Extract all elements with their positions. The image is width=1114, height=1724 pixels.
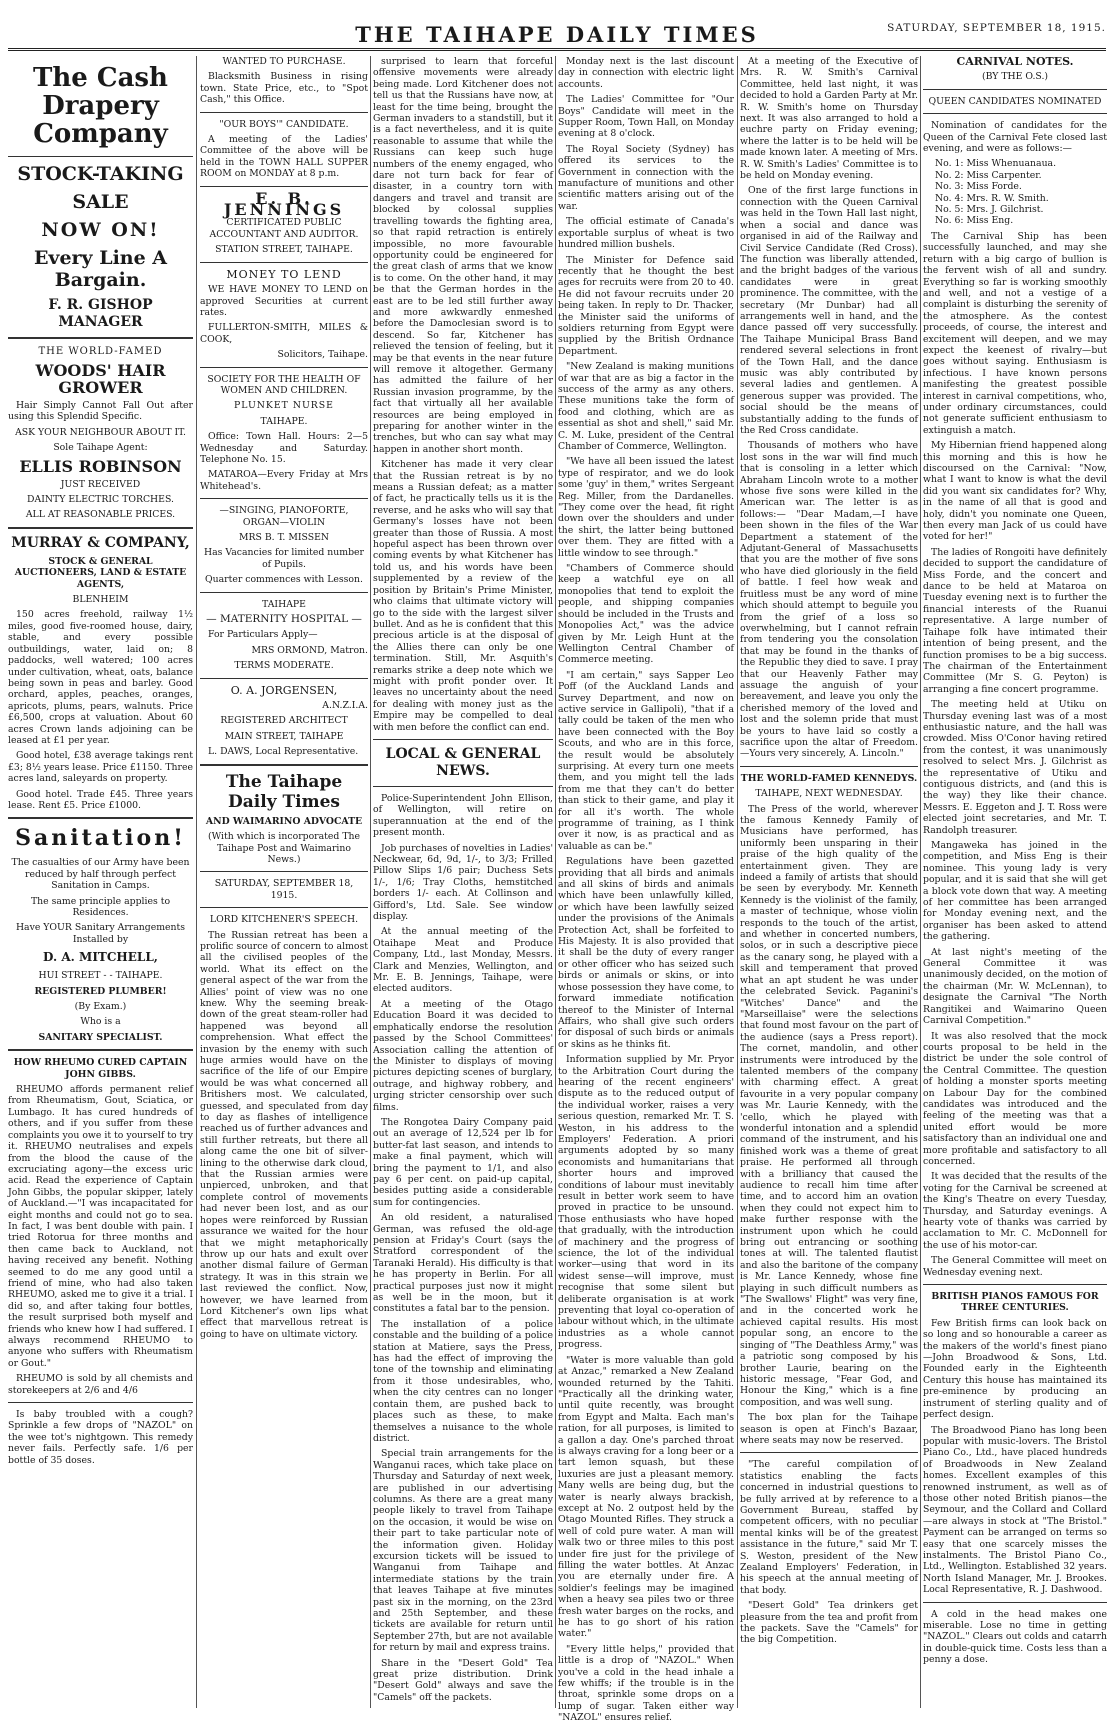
electric-torches: DAINTY ELECTRIC TORCHES. — [27, 494, 174, 506]
divider — [200, 678, 368, 679]
jorgensen-quals: A.N.Z.I.A. — [322, 700, 368, 712]
money-title: MONEY TO LEND — [226, 267, 342, 281]
plunket-mataroa: MATAROA—Every Friday at Mrs Whitehead's. — [200, 469, 368, 492]
terms-moderate: TERMS MODERATE. — [234, 660, 334, 672]
divider — [923, 113, 1107, 114]
news-item: The meeting held at Utiku on Thursday evening last was of a most enthusiastic nature, and the hall was crowded. Miss O'Conor having retired from the contest, it was unanimously resolved to select Mrs. J. Gilchrist as the representative of Utiku and contiguous districts, and (and this is the way) they like their chance. Messrs. E. Eggeton and J. T. Ross were elected joint secretaries, and Mr. T. Randolph treasurer. — [923, 699, 1107, 836]
column-divider — [920, 56, 921, 1708]
news-item: The installation of a police constable and the building of a police station at Matiere, says the Press, has had the effect of improving the tone of the township and eliminating from it those undesirables, who, when the city centres can no longer contain them, are pushed back to places such as these, to make themselves a nuisance to the whole district. — [373, 1318, 553, 1444]
sanitation-text-1: The casualties of our Army have been reduced by half through perfect Sanitation in Camps. — [11, 857, 190, 892]
woods-hair-grower-title: WOODS' HAIR GROWER — [35, 361, 166, 397]
news-item: Information supplied by Mr. Pryor to the Arbitration Court during the hearing of the recent engineers' dispute as to the reduced output of the individual worker, raises a very serious question, remarked Mr. T. S. Weston, in his address to the Employers' Federation. A priori arguments adopted by so many economists and humanitarians that shorter hours and improved conditions of labour must inevitably result in better work seem to have proved in practice to be unsound. Those enthusiasts who have hoped that gradually, with the introduction of machinery and the progress of science, the lot of the individual worker—using that word in its widest sense—will improve, must recognise that some silent but deliberate organisation is at work preventing that loyal co-operation of labour without which, in the ultimate industries as a whole cannot progress. — [558, 1054, 734, 1351]
news-item: "New Zealand is making munitions of war that are as big a factor in the success of the army as any others. These munitions take the form of food and clothing, which are as essential as shot and shell," said Mr. C. M. Luke, president of the Central Chamber of Commerce, Wellington. — [558, 361, 734, 452]
murray-listing-1: 150 acres freehold, railway 1½ miles, good five-roomed house, dairy, stable, and every possible outbuildings, water, laid on; 8 paddocks, well watered; 100 acres under cultivation, wheat, oats, balance being sown in peas and barley. Good orchard, apples, peaches, oranges, apricots, plums, pears, walnuts. Price £6,500, crops at valuation. About 60 acres Crown lands adjoining can be leased at £1 per year. — [8, 609, 193, 746]
kitchener-speech-text: The Russian retreat has been a prolific source of concern to almost all the civilised peoples of the world. What its effect on the general aspect of the war from the Allies' point of view was no one knew. Why the seeming break-down of the great steam-roller had happened was beyond all comprehension. What effect the invasion by the enemy with such huge armies would have on the sacrifice of the life of our Empire would be was what concerned all Britishers most. We calculated, guessed, and speculated from day to day as flashes of intelligence reached us of further advances and still further retreats, but there all along came the one bit of silver-lining to the otherwise dark cloud, that the Russian armies were unpierced, unbroken, and that complete control of movements had never been lost, and as our hopes were reinforced by Russian assurance we waited for the hour that we might metaphorically throw up our hats and exult over another dismal failure of German strategy. It was in this strain we last reviewed the conflict. Now, however, we have learned from Lord Kitchener's own lips what effect that marvellous retreat is going to have on ultimate victory. — [200, 929, 368, 1340]
plunket-town: TAIHAPE. — [260, 415, 308, 427]
news-item: The Press of the world, wherever the famous Kennedy Family of Musicians have performed, has uniformly been unsparing in their praise of the high quality of the entertainment given. They are indeed a family of artists that should be seen by everybody. Mr. Kenneth Kennedy is the violinist of the family, a master of technique, whose violin responds to the touch of the artist, and whether in concerted numbers, solos, or in such a descriptive piece as the canary song, he played with a skill and temperament that proved what an apt student he was under the celebrated Sevick. Paganini's "Witches' Dance" and the "Marseillaise" were the selections that found most favour on the part of the audience (says a Press report). The cornet, mandolin, and other instruments were introduced by the talented members of the company with charming effect. A great favourite in a very popular company was Mr. Laurie Kennedy, with the 'cello, which he played with wonderful intonation and a splendid command of the instrument, and his finished work was a theme of great praise. He performed all through with a brilliancy that caused the audience to recall him time after time, and to accord him an ovation when they could not expect him to make further response with the instrument upon which he could bring out entrancing or soothing tones at will. The talented flautist and also the baritone of the company is Mr. Lance Kennedy, whose fine playing in such difficult numbers as "The Swallows' Flight" was very fine, and in the concerted work he achieved capital results. His most popular song, an encore to the singing of "The Deathless Army," was a patriotic song composed by his brother Laurie, bearing on the historic message, "Fear God, and Honour the King," which is a fine composition, and was well sung. — [740, 803, 918, 1408]
woods-pre: THE WORLD-FAMED — [38, 346, 163, 357]
british-pianos-title: BRITISH PIANOS FAMOUS FOR THREE CENTURIES. — [931, 1291, 1099, 1314]
kitchener-speech-title: LORD KITCHENER'S SPEECH. — [209, 914, 359, 926]
masthead-rule — [8, 48, 1106, 51]
newspaper-title: THE TAIHAPE DAILY TIMES — [355, 22, 759, 47]
divider — [923, 89, 1107, 90]
divider — [8, 1402, 193, 1403]
rheumo-testimonial: RHEUMO affords permanent relief from Rheumatism, Gout, Sciatica, or Lumbago. It has cured hundreds of others, and if you suffer from these complaints you owe it to yourself to try it. RHEUMO neutralises and expels from the blood the cause of the excruciating agony—the excess uric acid. Read the experience of Captain John Gibbs, the popular skipper, lately of Auckland.—"I was incapacitated for eight months and could not go to sea. In fact, I was bent double with pain. I tried Rotorua for three months and then came back to Auckland, not having received any benefit. Nothing seemed to do me any good until a friend of mine, who had also taken RHEUMO, asked me to give it a trial. I did so, and after taking four bottles, the result surprised both myself and friends who knew how I had suffered. I always recommend RHEUMO to anyone who suffers with Rheumatism or Gout." — [8, 1084, 193, 1369]
news-item: The General Committee will meet on Wednesday evening next. — [923, 1255, 1107, 1278]
divider — [8, 527, 193, 529]
news-item: "I am certain," says Sapper Leo Poff (of the Auckland Lands and Survey Department, and now on active service in Gallipoli), "that if a tally could be taken of the men who have been connected with the Boy Scouts, and who are in this force, the result would be absolutely surprising. At every turn one meets them, and you might tell the lads from me that they can't do better than stick to their game, and play it for all it's worth. The whole programme of training, as I think over it now, is as practical and as valuable as can be." — [558, 669, 734, 852]
news-item: "The careful compilation of statistics enabling the facts concerned in industrial questions to be fully arrived at by reference to a Government Bureau, staffed by competent officers, with no peculiar mental kinks will be of the greatest assistance in the future," said Mr T. S. Weston, president of the New Zealand Employers' Federation, in his speech at the annual meeting of that body. — [740, 1459, 918, 1596]
mitchell-name: D. A. MITCHELL, — [43, 950, 158, 965]
cash-drapery-name: The Cash Drapery Company — [33, 63, 168, 149]
news-item: The Ladies' Committee for "Our Boys" Candidate will meet in the Supper Room, Town Hall, on Monday evening at 8 o'clock. — [558, 94, 734, 140]
news-item: An old resident, a naturalised German, was refused the old-age pension at Friday's Court (says the Stratford correspondent of the Taranaki Herald). His difficulty is that he has property in Berlin. For all practical purposes just now it might as well be in the moon, but it constitutes a fatal bar to the pension. — [373, 1212, 553, 1315]
sale-heading: SALE — [72, 191, 129, 213]
by-exam: (By Exam.) — [74, 1001, 127, 1013]
column-2 — [200, 56, 368, 1708]
divider — [8, 817, 193, 819]
divider — [740, 766, 918, 767]
news-item: Mangaweka has joined in the competition, and Miss Eng is their nominee. This young lady is very popular, and it is said that she will get a block vote down that way. A meeting of her committee has been arranged for Monday evening next, and the organiser has been asked to attend the gathering. — [923, 840, 1107, 943]
news-item: The Broadwood Piano has long been popular with music-lovers. The Bristol Piano Co., Ltd., have placed hundreds of Broadwoods in New Zealand homes. Excellent examples of this renowned instrument, as well as of those other noted British pianos—the Seymour, and the Collard and Collard—are always in stock at "The Bristol." Payment can be arranged on terms so easy that one scarcely misses the instalments. The Bristol Piano Co., Ltd., Wellington. Established 32 years. North Island Manager, Mr. J. Brookes. Local Representative, R. J. Dashwood. — [923, 1424, 1107, 1596]
reasonable-prices: ALL AT REASONABLE PRICES. — [25, 509, 176, 521]
news-item: The ladies of Rongoiti have definitely decided to support the candidature of Miss Forde, and the concert and dance to be held at Mataroa on Tuesday evening next is to further the financial interests of the Ruanui representative. A large number of Taihape folk have intimated their intention of being present, and the function promises to be a big success. The chairman of the Entertainment Committee (Mr S. G. Peyton) is arranging a fine concert programme. — [923, 546, 1107, 695]
list-item: No. 2: Miss Carpenter. — [935, 169, 1042, 181]
news-item: Special train arrangements for the Wanganui races, which take place on Thursday and Saturday of next week, are published in our advertising columns. As there are a great many people likely to travel from Taihape on the occasion, it would be wise on their part to take particular note of the information given. Holiday excursion tickets will be issued to Wanganui from Taihape and intermediate stations by the train that leaves Taihape at five minutes past six in the morning, on the 23rd and 25th September, and these tickets are available for return until September 27th, but are not available for return by mail and express trains. — [373, 1448, 553, 1654]
issue-date: SATURDAY, SEPTEMBER 18, 1915. — [887, 22, 1106, 34]
murray-title: MURRAY & COMPANY, — [11, 534, 190, 551]
local-general-news-title: LOCAL & GENERAL NEWS. — [385, 745, 541, 779]
list-item: No. 6: Miss Eng. — [935, 215, 1014, 227]
kennedys-title: THE WORLD-FAMED KENNEDYS. — [740, 772, 918, 784]
news-item: At a meeting of the Otago Education Board it was decided to emphatically endorse the resolution passed by the School Committees' Association calling the attention of the Minister to displays of moving pictures depicting scenes of burglary, outrage, and highway robbery, and urging stricter censorship over such films. — [373, 998, 553, 1113]
column-divider — [370, 56, 371, 1708]
divider — [200, 871, 368, 872]
divider — [923, 1284, 1107, 1285]
column-divider — [555, 56, 556, 1708]
plunket-office: Office: Town Hall. Hours: 2—5 Wednesday and Saturday. Telephone No. 15. — [200, 431, 368, 465]
sanitation-title: Sanitation! — [15, 825, 186, 852]
tdt-title: The Taihape Daily Times — [225, 771, 343, 812]
divider — [200, 907, 368, 908]
divider — [200, 764, 368, 766]
tdt-note: (With which is incorporated The Taihape Post and Waimarino News.) — [207, 831, 361, 865]
list-item: No. 5: Mrs. J. Gilchrist. — [935, 204, 1044, 216]
missen-quarter: Quarter commences with Lesson. — [205, 574, 363, 586]
murray-sub: STOCK & GENERAL AUCTIONEERS, LAND & ESTATE AGENTS, — [14, 555, 187, 590]
stocktaking-heading: STOCK-TAKING — [17, 163, 184, 185]
news-item: My Hibernian friend happened along this morning and this is how he discoursed on the Carnival: "Now, what I want to know is what the devil did you want six candidates for? Why, in the name of all that is good and holy, didn't you nominate one Queen, then every man Jack of us could have voted for her!" — [923, 440, 1107, 543]
list-item: No. 3: Miss Forde. — [935, 181, 1022, 193]
murray-listing-3: Good hotel. Trade £45. Three years lease. Rent £5. Price £1000. — [8, 788, 193, 811]
maternity-hospital: — MATERNITY HOSPITAL — — [206, 613, 362, 626]
jorgensen-rep: L. DAWS, Local Representative. — [208, 746, 359, 758]
kennedys-sub: TAIHAPE, NEXT WEDNESDAY. — [755, 788, 903, 800]
jennings-address: STATION STREET, TAIHAPE. — [215, 244, 353, 256]
bargain-heading: Every Line A Bargain. — [33, 247, 168, 291]
our-boys-title: "OUR BOYS'" CANDIDATE. — [219, 118, 349, 130]
woods-agent: Sole Taihape Agent: — [53, 442, 148, 454]
divider — [373, 786, 553, 787]
news-item: One of the first large functions in connection with the Queen Carnival was held in the Town Hall last night, when a social and dance was organised in aid of the Railway and Civil Service Candidate (Red Cross). The function was liberally attended, and the bright badges of the various candidates were in great prominence. The committee, with the secretary (Mr Dunbar) had all arrangements well in hand, and the dance passed off very successfully. The Taihape Municipal Brass Band rendered several selections in front of the Town Hall, and the dance music was ably contributed by several ladies and gentlemen. A generous supper was provided. The social should be the means of substantially adding to the funds of the Red Cross candidate. — [740, 185, 918, 436]
money-firm: FULLERTON-SMITH, MILES & COOK, — [200, 322, 368, 345]
nazol-ad: Is baby troubled with a cough? Sprinkle a few drops of "NAZOL" on the wee tot's nightgown. This remedy never fails. Perfectly safe. 1/6 per bottle of 35 doses. — [8, 1409, 193, 1466]
divider — [200, 112, 368, 113]
murray-town: BLENHEIM — [72, 594, 129, 606]
news-item: Share in the "Desert Gold" Tea great prize distribution. Drink "Desert Gold" always and save the "Camels" off the packets. — [373, 1657, 553, 1703]
article-paragraph: surprised to learn that forceful offensive movements were already being made. Lord Kitchener does not tell us that the Russians have now, at least for the time being, brought the German invaders to a standstill, but it is a fact nevertheless, and it is quite reasonable to assume that while the Russians can keep such huge numbers of the enemy engaged, who dare not turn back for fear of disaster, in a country torn with dangers and travel and transit are blocked by colossal supplies travelling towards the fighting area, so that rapid retraction is entirely impossible, no more favourable opportunity could be engineered for the great clash of arms that we know is to come. On the other hand, it may be that the German hordes in the east are to be led still further away and more awkwardly enmeshed before the Damoclesian sword is to descend. So far, Kitchener has relieved the tension of feeling, but it may be that events in the near future will remove it altogether. Germany has admitted the failure of her Russian invasion programme, by the fact that virtually all her available resources are being employed in preparing for another winter in the trenches, but who can say what may happen in another short month. — [373, 56, 553, 455]
divider — [8, 1049, 193, 1051]
column-divider — [737, 56, 738, 1708]
column-divider — [196, 56, 197, 1708]
news-item: Police-Superintendent John Ellison, of Wellington, will retire on superannuation at the end of the present month. — [373, 792, 553, 839]
missen-name: MRS B. T. MISSEN — [238, 532, 330, 543]
who-is-a: Who is a — [80, 1016, 121, 1028]
column-6 — [923, 56, 1107, 1708]
sanitation-text-3: Have YOUR Sanitary Arrangements Installed by — [15, 922, 186, 945]
maternity-matron: MRS ORMOND, Matron. — [251, 644, 368, 656]
list-item: No. 4: Mrs. R. W. Smith. — [935, 192, 1049, 204]
mitchell-street: HUI STREET - - TAIHAPE. — [38, 970, 163, 982]
money-solicitors: Solicitors, Taihape. — [277, 349, 368, 361]
news-item: Nomination of candidates for the Queen of the Carnival Fete closed last evening, and were as follows:— — [923, 120, 1107, 155]
ellis-robinson: ELLIS ROBINSON — [19, 456, 182, 476]
news-item: At a meeting of the Executive of Mrs. R. W. Smith's Carnival Committee, held last night, it was decided to hold a Garden Party at Mr. R. W. Smith's home on Thursday next. It was also arranged to hold a euchre party on Friday evening; where the latter is to be held will be made known later. A meeting of Mrs. R. W. Smith's Ladies' Committee is to be held on Monday evening. — [740, 56, 918, 182]
news-item: "Desert Gold" Tea drinkers get pleasure from the tea and profit from the packets. Save the "Camels" for the big Competition. — [740, 1600, 918, 1646]
news-item: "We have all been issued the latest type of respirator, and we do look some 'guy' in them," writes Sergeant Reg. Miller, from the Dardanelles. "They come over the head, fit right down over the shoulders and under the shirt, the latter being buttoned over them. They are fitted with a little window to see through." — [558, 456, 734, 559]
sanitary-specialist: SANITARY SPECIALIST. — [38, 1031, 163, 1043]
news-item: At last night's meeting of the General Committee it was unanimously decided, on the motion of the chairman (Mr. W. McLennan), to designate the Carnival "The North Rangitikei and Waimarino Queen Carnival Competition." — [923, 946, 1107, 1027]
carnival-byline: (BY THE O.S.) — [981, 71, 1049, 83]
singing-title: —SINGING, PIANOFORTE, ORGAN—VIOLIN — [219, 505, 349, 528]
news-item: Few British firms can look back on so long and so honourable a career as the makers of the world's finest piano—John Broadwood & Sons, Ltd. Founded early in the Eighteenth Century this house has maintained its pre-eminence by producing an instrument of sterling quality and of perfect design. — [923, 1317, 1107, 1421]
now-on-heading: NOW ON! — [41, 219, 160, 241]
news-item: A cold in the head makes one miserable. Lose no time in getting "NAZOL." Clears out colds and catarrh in double-quick time. Costs less than a penny a dose. — [923, 1608, 1107, 1666]
wanted-text: Blacksmith Business in rising town. State Price, etc., to "Spot Cash," this Office. — [200, 71, 368, 106]
divider — [740, 1452, 918, 1453]
column-1 — [8, 56, 193, 1708]
news-item: The Rongotea Dairy Company paid out an average of 12,524 per lb for butter-fat last season, and intends to make a final payment, which will bring the payment to 1/1, and also pay 6 per cent. on paid-up capital, besides putting aside a considerable sum for contingencies. — [373, 1116, 553, 1208]
murray-listing-2: Good hotel, £38 average takings rent £3; 8½ years lease. Price £1150. Three acres land, saleyards on property. — [8, 750, 193, 785]
jennings-sub: CERTIFICATED PUBLIC ACCOUNTANT AND AUDITOR. — [209, 217, 359, 240]
news-item: "Chambers of Commerce should keep a watchful eye on all monopolies that tend to exploit the people, and shipping companies should be included in the Trusts and Monopolies Act," was the advice given by Mr. Leigh Hunt at the Wellington Central Chamber of Commerce meeting. — [558, 563, 734, 666]
column-4 — [558, 56, 734, 1724]
news-item: The box plan for the Taihape season is open at Finch's Bazaar, where seats may now be reserved. — [740, 1412, 918, 1446]
divider — [200, 592, 368, 593]
sanitation-text-2: The same principle applies to Residences. — [30, 895, 171, 918]
money-text: WE HAVE MONEY TO LEND on approved Securities at current rates. — [200, 284, 368, 318]
jorgensen-name: O. A. JORGENSEN, — [230, 683, 338, 697]
article-paragraph: Kitchener has made it very clear that the Russian retreat is by no means a Russian defeat; as a matter of fact, he practically tells us it is the reverse, and he asks who will say that Germany's losses have not been greater than those of Russia. A most hopeful aspect has been thrown over coming events by what Kitchener has told us, and his words have been supplemented by a review of the position by Britain's Prime Minister, who claims that ultimate victory will go to the side with the largest silver bullet. And as he is confident that this precious article is at the disposal of the Allies there can only be one termination. Still, Mr. Asquith's remarks strike a deep note which we might with profit ponder over. It leaves no uncertainty about the need for dealing with money just as the Empire may be compelled to deal with men before the conflict can end. — [373, 459, 553, 733]
nominations-list — [923, 158, 1107, 226]
news-item: It was decided that the results of the voting for the Carnival be screened at the King's Theatre on every Tuesday, Thursday, and Saturday evenings. A hearty vote of thanks was carried by acclamation to Mr. C. McDonnell for the use of his motor-car. — [923, 1171, 1107, 1251]
divider — [8, 337, 193, 339]
rheumo-title: HOW RHEUMO CURED CAPTAIN JOHN GIBBS. — [13, 1057, 188, 1080]
society-title: SOCIETY FOR THE HEALTH OF WOMEN AND CHILDREN. — [207, 373, 361, 396]
divider — [373, 739, 553, 740]
tdt-date: SATURDAY, SEPTEMBER 18, 1915. — [214, 878, 354, 901]
news-item: The official estimate of Canada's exportable surplus of wheat is two hundred million bushels. — [558, 216, 734, 251]
woods-text: Hair Simply Cannot Fall Out after using this Splendid Specific. — [8, 400, 193, 423]
carnival-notes-title: CARNIVAL NOTES. — [956, 55, 1074, 68]
column-5 — [740, 56, 918, 1708]
plunket-nurse: PLUNKET NURSE — [234, 400, 334, 412]
column-3 — [373, 56, 553, 1708]
news-item: The Minister for Defence said recently that he thought the best ages for recruits were from 20 to 40. He did not favour recruits under 20 being taken. In reply to Dr. Thacker, the Minister said the uniforms of soldiers returning from Egypt were supplied by the British Ordnance Department. — [558, 254, 734, 357]
divider — [200, 262, 368, 263]
jorgensen-address: MAIN STREET, TAIHAPE — [224, 730, 344, 742]
news-item: "Water is more valuable than gold at Anzac," remarked a New Zealand wounded returned by the Tahiti. "Practically all the drinking water, until quite recently, was brought from Egypt and Malta. Each man's ration, for all purposes, is limited to a gallon a day. One's parched throat is always craving for a long beer or a tart lemon squash, but these luxuries are just a pleasant memory. Many wells are being dug, but the water is nearly always brackish, except at No. 2 outpost held by the Otago Mounted Rifles. They struck a well of cold pure water. A man will walk two or three miles to this post under fire just for the privilege of filling the water bottles. At Anzac you are eternally under fire. A soldier's feelings may be imagined when a heavy sea piles two or three fresh water barges on the rocks, and he has to go short of his ration water." — [558, 1354, 734, 1640]
news-item: The Carnival Ship has been successfully launched, and may she return with a big cargo of bullion is the fervent wish of all and sundry. Everything so far is working smoothly and well, and not a vestige of a complaint is disturbing the serenity of the atmosphere. As the contest proceeds, of course, the interest and excitement will deepen, and we may expect the keenest of rivalry—but goes without saying. Enthusiasm is infectious. I have known persons manifesting the greatest possible interest in carnival competitions, who, under ordinary circumstances, could not generate sufficient enthusiasm to extinguish a match. — [923, 230, 1107, 436]
news-item: The Royal Society (Sydney) has offered its services to the Government in connection with the manufacture of munitions and other scientific matters arising out of the war. — [558, 143, 734, 212]
news-item: Regulations have been gazetted providing that all birds and animals and all skins of birds and animals which have been unlawfully killed, or which have been lawfully seized under the provisions of the Animals Protection Act, shall be forfeited to His Majesty. It is also provided that it shall be the duty of every ranger or other officer who has seized such birds or animals or skins, or into whose possession they have come, to forward immediate notification thereof to the Minister of Internal Affairs, who shall give such orders for disposal of such birds or animals or skins as he thinks fit. — [558, 856, 734, 1050]
tdt-sub: AND WAIMARINO ADVOCATE — [205, 815, 363, 827]
list-item: No. 1: Miss Whenuanaua. — [935, 158, 1057, 170]
jennings-name: E. B. JENNINGS — [223, 188, 345, 220]
divider — [200, 367, 368, 368]
just-received: JUST RECEIVED — [60, 478, 141, 490]
news-item: "Every little helps," provided that little is a drop of "NAZOL." When you've a cold in the head inhale a few whiffs; if the trouble is in the throat, sprinkle some drops on a lump of sugar. Taken either way "NAZOL" ensures relief. — [558, 1643, 734, 1724]
divider — [923, 1602, 1107, 1603]
wanted-title: WANTED TO PURCHASE. — [222, 56, 346, 67]
jorgensen-title: REGISTERED ARCHITECT — [220, 715, 348, 727]
maternity-particulars: For Particulars Apply— — [208, 629, 318, 641]
missen-text: Has Vacancies for limited number of Pupils. — [204, 547, 364, 570]
woods-ask: ASK YOUR NEIGHBOUR ABOUT IT. — [15, 426, 186, 438]
divider — [8, 156, 193, 157]
news-item: It was also resolved that the mock courts proposal to be held in the district be under the sole control of the Central Committee. The question of holding a monster sports meeting on Labour Day for the combined candidates was introduced and the feeling of the meeting was that a united effort would be more satisfactory than an individual one and more profitable and satisfactory to all concerned. — [923, 1030, 1107, 1167]
rheumo-price: RHEUMO is sold by all chemists and storekeepers at 2/6 and 4/6 — [8, 1373, 193, 1396]
news-item: Thousands of mothers who have lost sons in the war will find much that is consoling in a letter which Abraham Lincoln wrote to a mother whose five sons were killed in the American war. The letter is as follows:— "Dear Madam,—I have been shown in the files of the War Department a statement of the Adjutant-General of Massachusetts that you are the mother of five sons who have died gloriously in the field of battle. I feel how weak and fruitless must be any word of mine which should attempt to beguile you from the grief of a loss so overwhelming, but I cannot refrain from tendering you the consolation that may be found in the thanks of the Republic they died to save. I pray that our Heavenly Father may assuage the anguish of your bereavement, and leave you only the cherished memory of the loved and lost and the solemn pride that must be yours to have laid so costly a sacrifice upon the altar of Freedom.—Yours very sincerely, A. Lincoln." — [740, 440, 918, 760]
our-boys-text: A meeting of the Ladies' Committee of the above will be held in the TOWN HALL SUPPER ROOM on MONDAY at 8 p.m. — [200, 134, 368, 180]
registered-plumber: REGISTERED PLUMBER! — [34, 985, 167, 997]
divider — [200, 498, 368, 499]
masthead — [8, 8, 1106, 48]
manager-line: F. R. GISHOP MANAGER — [48, 297, 153, 330]
queen-candidates-heading: QUEEN CANDIDATES NOMINATED — [928, 95, 1102, 107]
news-item: Monday next is the last discount day in connection with electric light accounts. — [558, 56, 734, 90]
news-item: Job purchases of novelties in Ladies' Neckwear, 6d, 9d, 1/-, to 3/3; Frilled Pillow Slips 1/6 pair; Duchess Sets 1/-, 1/6; Tray Cloths, hemstitched borders 1/- each. At Collinson and Gifford's, Ltd. Sale. See window display. — [373, 842, 553, 923]
divider — [200, 186, 368, 187]
news-item: At the annual meeting of the Otaihape Meat and Produce Company, Ltd., last Monday, Messrs. Clark and Menzies, Wellington, and Mr. E. B. Jennings, Taihape, were elected auditors. — [373, 926, 553, 995]
maternity-town: TAIHAPE — [262, 598, 306, 610]
